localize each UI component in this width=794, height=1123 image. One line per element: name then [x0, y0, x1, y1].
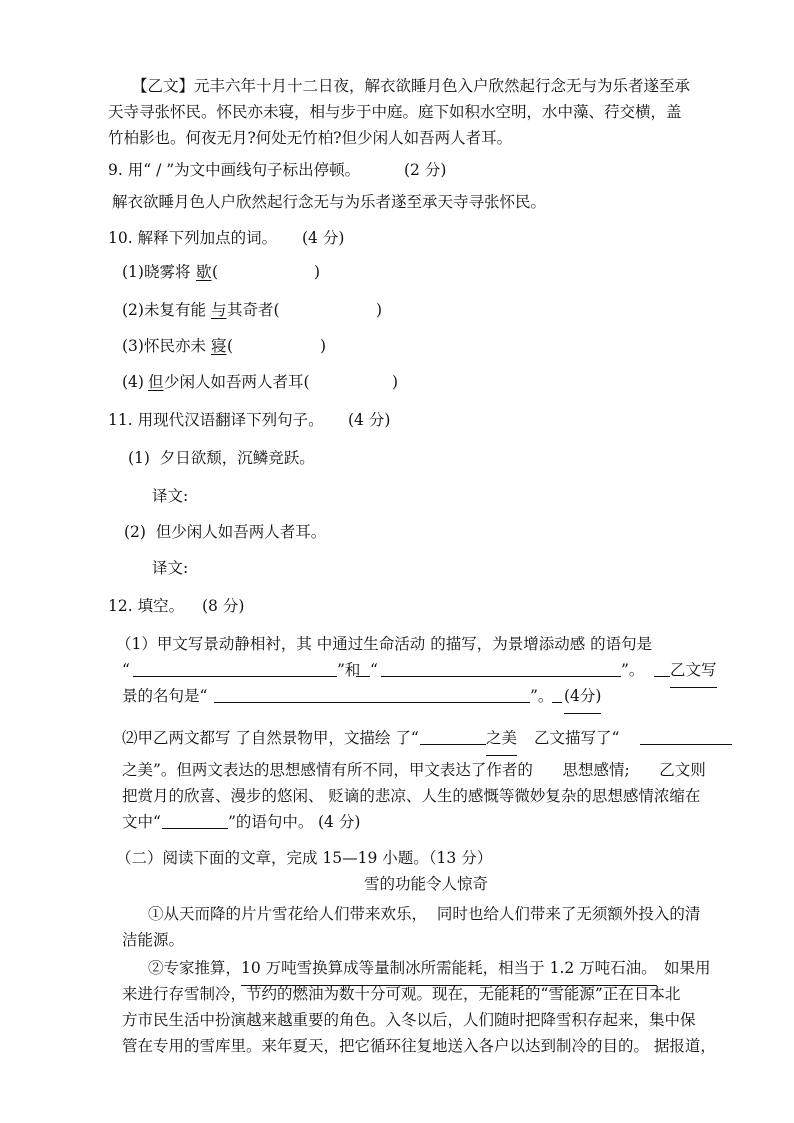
article-para-2-line-3: 方市民生活中扮演越来越重要的角色。入冬以后，人们随时把降雪积存起来，集中保 — [122, 1011, 696, 1029]
article-title: 雪的功能令人惊奇 — [364, 875, 489, 893]
answer-blank — [162, 806, 228, 840]
question-11-sentence-1: (1) 夕日欲颓，沉鳞竞跃。 — [128, 449, 315, 467]
dotted-word: 歇 — [196, 263, 212, 281]
question-9-score: (2 分) — [404, 161, 447, 179]
question-9-stem: 9. 用“ / ”为文中画线句子标出停顿。 (2 分) — [0, 154, 794, 186]
question-10-item-2: (2)未复有能 与 其奇者( ) — [0, 294, 794, 326]
question-12-score: (8 分) — [202, 597, 245, 615]
dotted-word: 但 — [148, 373, 164, 391]
question-10-score: (4 分) — [302, 229, 345, 247]
question-12-part2-line2: 之美”。但两文表达的思想感情有所不同，甲文表达了作者的 思想感情; 乙文则 — [122, 761, 706, 779]
question-12-part1-line1: （1）甲文写景动静相衬，其 中通过生命活动 的描写，为景增添动感 的语句是 — [116, 635, 653, 653]
question-12-part2-line1: ⑵甲乙两文都写 了自然景物甲，文描绘 了“ 之美 乙文描写了“ — [0, 722, 794, 754]
answer-blank — [640, 722, 732, 756]
dotted-word: 寝 — [211, 337, 227, 355]
article-para-1-line-2: 洁能源。 — [122, 931, 185, 949]
question-11-stem: 11. 用现代汉语翻译下列句子。 (4 分) — [0, 404, 794, 436]
passage-yi-line-3: 竹柏影也。何夜无月?何处无竹柏?但少闲人如吾两人者耳。 — [108, 129, 513, 147]
question-10-item-3: (3)怀民亦未 寝 ( ) — [0, 330, 794, 362]
question-11-translation-1: 译文: — [152, 487, 189, 505]
question-12-part2-line3: 把赏月的欣喜、漫步的悠闲、 贬谪的悲凉、人生的感慨等微妙复杂的思想感情浓缩在 — [122, 787, 701, 805]
passage-yi-line-2: 天寺寻张怀民。怀民亦未寝，相与步于中庭。庭下如积水空明，水中藻、荇交横，盖 — [108, 103, 682, 121]
answer-blank — [420, 722, 486, 756]
question-12-stem: 12. 填空。 (8 分) — [0, 590, 794, 622]
article-para-2-line-4: 管在专用的雪库里。来年夏天，把它循环往复地送入各户以达到制冷的目的。 据报道， — [122, 1037, 716, 1055]
question-12-part2-score: (4 分) — [318, 813, 361, 831]
question-11-sentence-2: (2) 但少闲人如吾两人者耳。 — [124, 523, 327, 541]
question-11-translation-2: 译文: — [152, 559, 189, 577]
passage-yi-line-1: 【乙文】元丰六年十月十二日夜，解衣欲睡月色入户欣然起行念无与为乐者遂至承 — [132, 77, 691, 95]
article-para-2-line-1: ②专家推算， 10 万吨雪换算成等量制冰所需能耗，相当于 1.2 万吨石油。 如果用 — [0, 952, 794, 984]
underlined-sentence: 10 万吨雪换算成等量制冰所需能耗，相当于 1.2 万吨石油。 — [241, 952, 657, 986]
section-2-heading: （二）阅读下面的文章，完成 15—19 小题。（13 分） — [116, 849, 493, 867]
question-12-part1-line3: 景的名句是“ ”。 (4分) — [0, 680, 794, 712]
dotted-word: 与 — [211, 301, 227, 319]
article-para-2-line-2: 来进行存雪制冷，节约的燃油为数十分可观。现在，无能耗的“雪能源”正在日本北 — [122, 985, 681, 1003]
question-11-score: (4 分) — [348, 411, 391, 429]
question-10-stem: 10. 解释下列加点的词。 (4 分) — [0, 222, 794, 254]
question-12-part2-line4: 文中“ ”的语句中。 (4 分) — [0, 806, 794, 838]
answer-blank — [214, 680, 530, 714]
question-12-part1-line2: “ ”和 “ ”。 乙文写 — [0, 654, 794, 686]
answer-blank — [552, 680, 562, 714]
question-10-item-1: (1)晓雾将 歇 ( ) — [0, 256, 794, 288]
question-9-sentence: 解衣欲睡月色人户欣然起行念无与为乐者遂至承天寺寻张怀民。 — [112, 193, 547, 211]
article-para-1-line-1: ①从天而降的片片雪花给人们带来欢乐， 同时也给人们带来了无须额外投入的清 — [148, 905, 701, 923]
question-10-item-4: (4) 但 少闲人如吾两人者耳( ) — [0, 366, 794, 398]
